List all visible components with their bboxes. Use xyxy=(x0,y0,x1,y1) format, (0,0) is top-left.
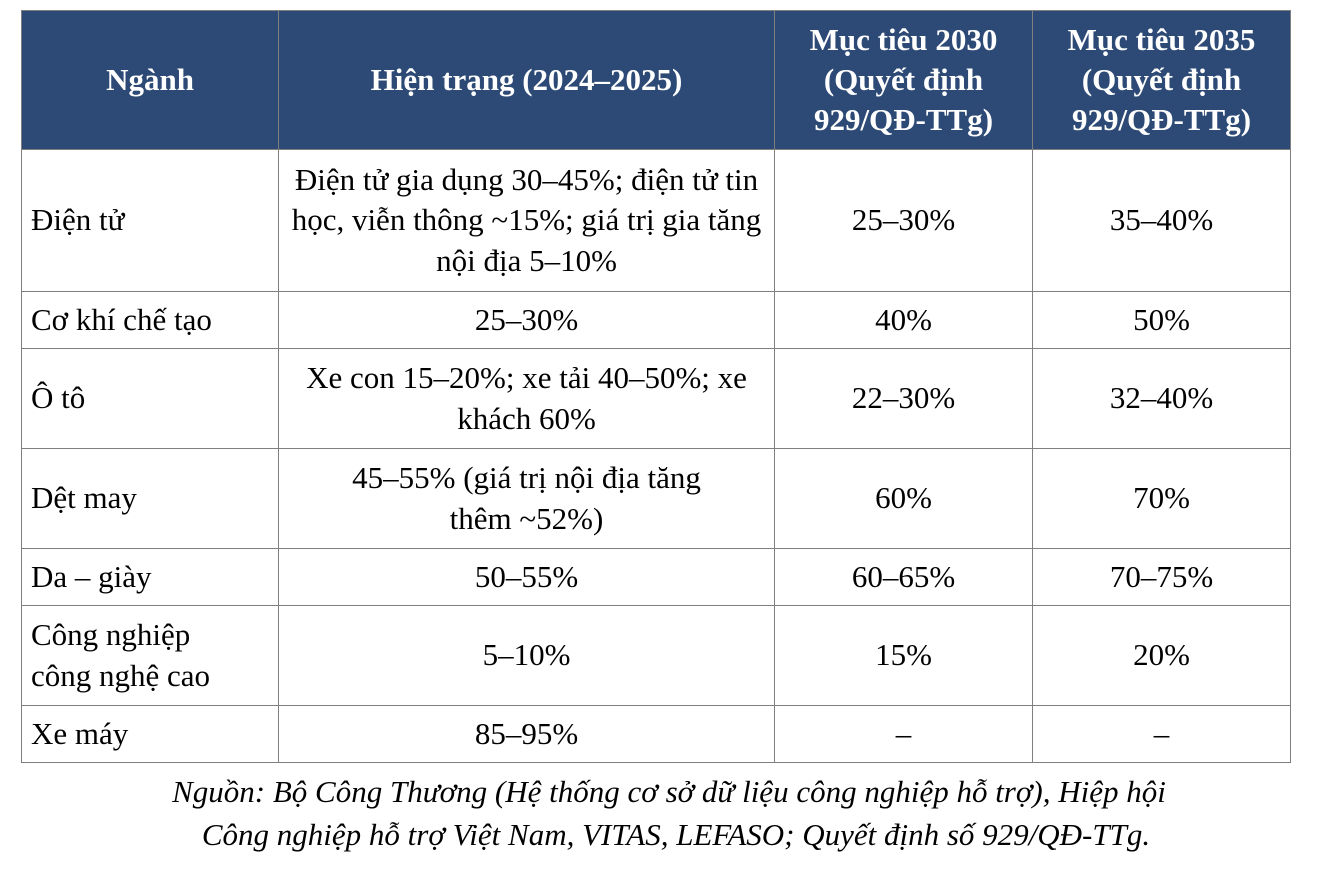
cell-current-status: 50–55% xyxy=(279,549,775,606)
cell-current-status: 85–95% xyxy=(279,706,775,763)
table-row xyxy=(22,150,1291,292)
header-industry: Ngành xyxy=(22,11,279,150)
support-industry-localization-table xyxy=(21,10,1291,763)
cell-industry: Ô tô xyxy=(22,349,279,449)
cell-target-2030: 15% xyxy=(775,606,1033,706)
cell-target-2035: 70% xyxy=(1033,449,1291,549)
cell-target-2035: – xyxy=(1033,706,1291,763)
cell-target-2030: 60–65% xyxy=(775,549,1033,606)
cell-industry: Công nghiệp công nghệ cao xyxy=(22,606,279,706)
header-target-2030: Mục tiêu 2030 (Quyết định 929/QĐ-TTg) xyxy=(775,11,1033,150)
cell-target-2035: 35–40% xyxy=(1033,150,1291,292)
cell-industry: Dệt may xyxy=(22,449,279,549)
source-note-line-2: Công nghiệp hỗ trợ Việt Nam, VITAS, LEFASO; Quyết định số 929/QĐ-TTg. xyxy=(201,817,1151,852)
cell-target-2035: 50% xyxy=(1033,292,1291,349)
cell-target-2030: 60% xyxy=(775,449,1033,549)
source-note-line-1: Nguồn: Bộ Công Thương (Hệ thống cơ sở dữ liệu công nghiệp hỗ trợ), Hiệp hội xyxy=(172,774,1166,809)
cell-current-status: 45–55% (giá trị nội địa tăng thêm ~52%) xyxy=(279,449,775,549)
cell-industry: Xe máy xyxy=(22,706,279,763)
cell-current-status: Xe con 15–20%; xe tải 40–50%; xe khách 60% xyxy=(279,349,775,449)
source-note xyxy=(0,770,1318,856)
table-row xyxy=(22,449,1291,549)
cell-target-2030: 25–30% xyxy=(775,150,1033,292)
table-row xyxy=(22,349,1291,449)
header-target-2035: Mục tiêu 2035 (Quyết định 929/QĐ-TTg) xyxy=(1033,11,1291,150)
cell-target-2030: 40% xyxy=(775,292,1033,349)
cell-target-2030: – xyxy=(775,706,1033,763)
cell-industry: Cơ khí chế tạo xyxy=(22,292,279,349)
cell-industry: Điện tử xyxy=(22,150,279,292)
table-row xyxy=(22,549,1291,606)
cell-current-status: 5–10% xyxy=(279,606,775,706)
cell-target-2035: 32–40% xyxy=(1033,349,1291,449)
table-row xyxy=(22,606,1291,706)
table-row xyxy=(22,292,1291,349)
cell-current-status: Điện tử gia dụng 30–45%; điện tử tin học, viễn thông ~15%; giá trị gia tăng nội địa 5–10% xyxy=(279,150,775,292)
cell-target-2035: 70–75% xyxy=(1033,549,1291,606)
cell-target-2035: 20% xyxy=(1033,606,1291,706)
table-row xyxy=(22,706,1291,763)
cell-current-status: 25–30% xyxy=(279,292,775,349)
header-current-status: Hiện trạng (2024–2025) xyxy=(279,11,775,150)
cell-industry: Da – giày xyxy=(22,549,279,606)
table-header-row xyxy=(22,11,1291,150)
cell-target-2030: 22–30% xyxy=(775,349,1033,449)
